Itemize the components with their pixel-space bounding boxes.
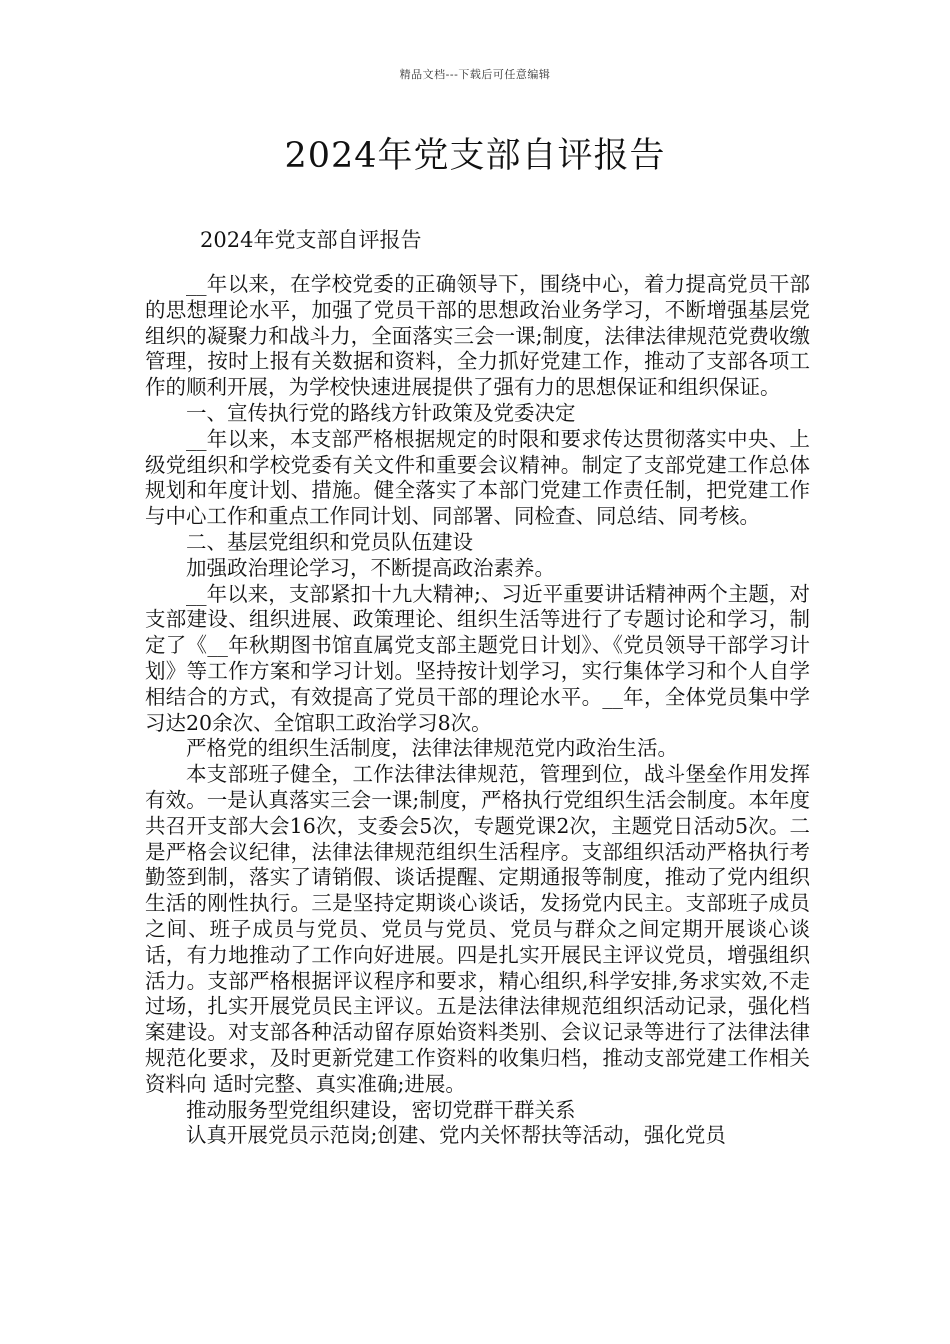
paragraph-intro: __年以来，在学校党委的正确领导下，围绕中心，着力提高党员干部的思想理论水平，加强了党员干部的思想政治业务学习，不断增强基层党组织的凝聚力和战斗力，全面落实三会一课;制度，法律法律规范党费收缴管理，按时上报有关数据和资料，全力抓好党建工作，推动了支部各项工作的顺利开展，为学校快速进展提供了强有力的思想保证和组织保证。 [145,272,810,400]
paragraph-study: __年以来，支部紧扣十九大精神;、习近平重要讲话精神两个主题，对支部建设、组织进展、政策理论、组织生活等进行了专题讨论和学习，制定了《__年秋期图书馆直属党支部主题党日计划》、《党员领导干部学习计划》等工作方案和学习计划。坚持按计划学习，实行集体学习和个人自学相结合的方式，有效提高了党员干部的理论水平。__年，全体党员集中学习达20余次、全馆职工政治学习8次。 [145,581,810,735]
document-body [145,272,810,1149]
paragraph-service: 认真开展党员示范岗;创建、党内关怀帮扶等活动，强化党员 [186,1123,726,1148]
document-subtitle: 2024年党支部自评报告 [200,228,422,252]
header-note: 精品文档---下载后可任意编辑 [399,68,551,81]
section-heading-2: 二、基层党组织和党员队伍建设 [186,529,473,554]
page-title: 2024年党支部自评报告 [284,136,666,176]
subsection-heading-service: 推动服务型党组织建设，密切党群干群关系 [186,1097,576,1122]
paragraph-section-1: __年以来，本支部严格根据规定的时限和要求传达贯彻落实中央、上级党组织和学校党委有关文件和重要会议精神。制定了支部党建工作总体规划和年度计划、措施。健全落实了本部门党建工作责任制，把党建工作与中心工作和重点工作同计划、同部署、同检查、同总结、同考核。 [145,426,810,529]
subsection-heading-organization: 严格党的组织生活制度，法律法律规范党内政治生活。 [186,736,678,761]
section-heading-1: 一、宣传执行党的路线方针政策及党委决定 [186,400,576,425]
subsection-heading-study: 加强政治理论学习，不断提高政治素养。 [186,555,555,580]
paragraph-organization: 本支部班子健全，工作法律法律规范，管理到位，战斗堡垒作用发挥有效。一是认真落实三会一课;制度，严格执行党组织生活会制度。本年度共召开支部大会16次，支委会5次，专题党课2次，主题党日活动5次。二是严格会议纪律，法律法律规范组织生活程序。支部组织活动严格执行考勤签到制，落实了请销假、谈话提醒、定期通报等制度，推动了党内组织生活的刚性执行。三是坚持定期谈心谈话，发扬党内民主。支部班子成员之间、班子成员与党员、党员与党员、党员与群众之间定期开展谈心谈话，有力地推动了工作向好进展。四是扎实开展民主评议党员，增强组织活力。支部严格根据评议程序和要求，精心组织,科学安排,务求实效,不走过场，扎实开展党员民主评议。五是法律法律规范组织活动记录，强化档案建设。对支部各种活动留存原始资料类别、会议记录等进行了法律法律规范化要求，及时更新党建工作资料的收集归档，推动支部党建工作相关资料向 适时完整、真实准确;进展。 [145,762,810,1096]
